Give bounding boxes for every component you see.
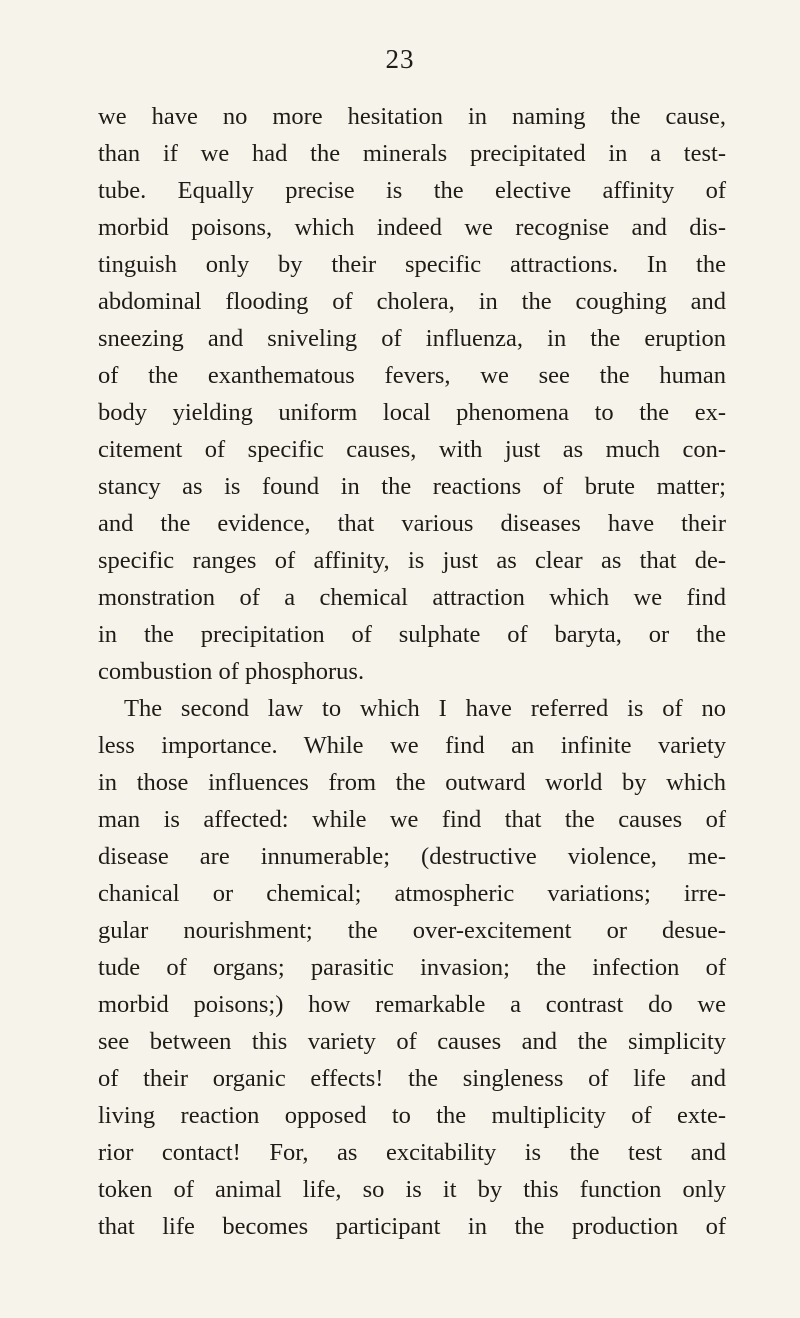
- text-line: specific ranges of affinity, is just as clear as that de-: [98, 547, 726, 574]
- text-line: morbid poisons;) how remarkable a contrast do we: [98, 991, 726, 1018]
- text-line: than if we had the minerals precipitated in a test-: [98, 140, 726, 167]
- text-line: combustion of phosphorus.: [98, 658, 365, 685]
- text-line: and the evidence, that various diseases have their: [98, 510, 726, 537]
- text-line: man is affected: while we find that the causes of: [98, 806, 726, 833]
- text-line: The second law to which I have referred is of no: [124, 695, 726, 722]
- text-line: that life becomes participant in the production of: [98, 1213, 726, 1240]
- text-line: abdominal flooding of cholera, in the coughing and: [98, 288, 726, 315]
- text-line: chanical or chemical; atmospheric variations; irre-: [98, 880, 726, 907]
- text-line: in the precipitation of sulphate of baryta, or the: [98, 621, 726, 648]
- text-line: monstration of a chemical attraction which we find: [98, 584, 726, 611]
- text-line: we have no more hesitation in naming the cause,: [98, 103, 726, 130]
- page-number: 23: [385, 44, 415, 74]
- text-line: sneezing and sniveling of influenza, in the eruption: [98, 325, 726, 352]
- text-line: of their organic effects! the singleness of life and: [98, 1065, 726, 1092]
- text-line: in those influences from the outward world by which: [98, 769, 726, 796]
- body-text: [98, 98, 726, 1245]
- text-line: disease are innumerable; (destructive violence, me-: [98, 843, 726, 870]
- text-line: see between this variety of causes and the simplicity: [98, 1028, 726, 1055]
- text-line: of the exanthematous fevers, we see the human: [98, 362, 726, 389]
- text-line: token of animal life, so is it by this function only: [98, 1176, 726, 1203]
- text-line: citement of specific causes, with just as much con-: [98, 436, 726, 463]
- text-line: tude of organs; parasitic invasion; the infection of: [98, 954, 726, 981]
- text-line: morbid poisons, which indeed we recognise and dis-: [98, 214, 726, 241]
- text-line: tinguish only by their specific attractions. In the: [98, 251, 726, 278]
- text-line: gular nourishment; the over-excitement or desue-: [98, 917, 726, 944]
- text-line: tube. Equally precise is the elective affinity of: [98, 177, 726, 204]
- text-line: living reaction opposed to the multiplicity of exte-: [98, 1102, 726, 1129]
- text-line: body yielding uniform local phenomena to the ex-: [98, 399, 726, 426]
- text-line: stancy as is found in the reactions of brute matter;: [98, 473, 726, 500]
- text-line: rior contact! For, as excitability is the test and: [98, 1139, 726, 1166]
- text-line: less importance. While we find an infinite variety: [98, 732, 726, 759]
